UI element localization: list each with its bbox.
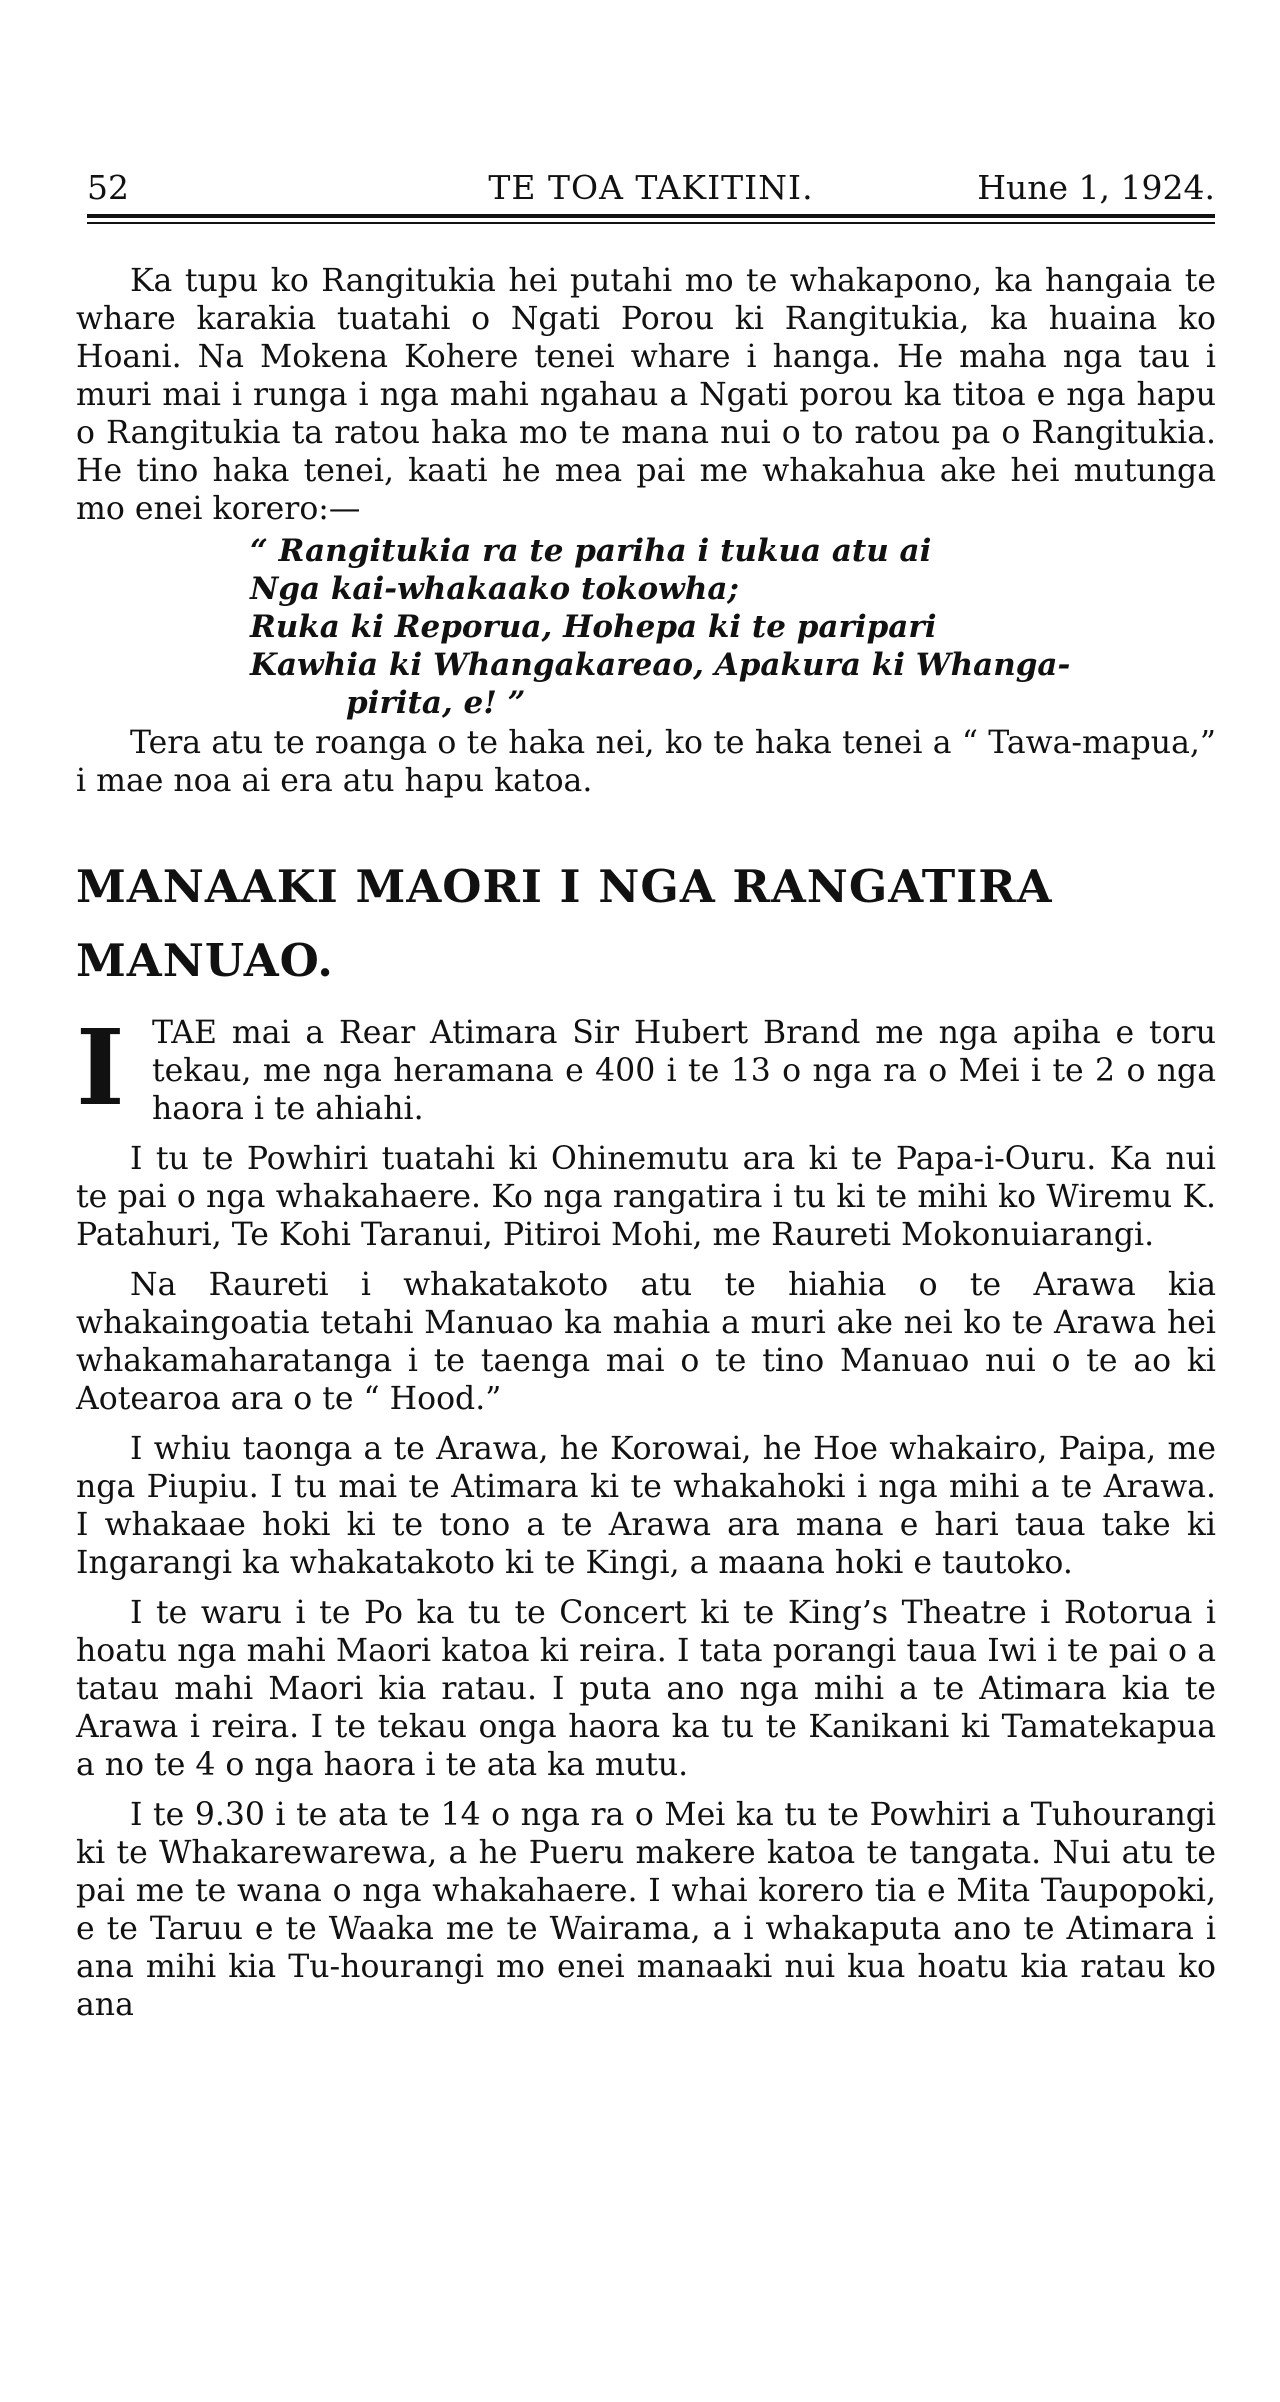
- page-number: 52: [87, 168, 129, 207]
- header-rule-thick: [87, 214, 1215, 218]
- article-headline: [76, 850, 1216, 998]
- article-lead-paragraph: [76, 1006, 1216, 1129]
- page-header: [87, 168, 1215, 212]
- article-paragraph: I te waru i te Po ka tu te Concert ki te King’s Theatre i Rotorua i hoatu nga mahi Maori katoa ki reira. I tata porangi taua Iwi i te pai o a tatau mahi Maori kia ratau. I puta ano nga mihi a te Atimara kia te Arawa i reira. I te tekau onga haora ka tu te Kanikani ki Tamatekapua a no te 4 o nga haora i te ata ka mutu.: [76, 1595, 1216, 1783]
- issue-date: Hune 1, 1924.: [977, 168, 1215, 207]
- headline-line: MANUAO.: [76, 934, 334, 987]
- verse-line: pirita, e! ”: [346, 685, 526, 721]
- intro-paragraph: Ka tupu ko Rangitukia hei putahi mo te whakapono, ka hangaia te whare karakia tuatahi o Ngati Porou ki Rangitukia, ka huaina ko Hoani. Na Mokena Kohere tenei whare i hanga. He maha nga tau i muri mai i runga i nga mahi ngahau a Ngati porou ka titoa e nga hapu o Rangitukia ta ratou haka mo te mana nui o to ratou pa o Rangitukia. He tino haka tenei, kaati he mea pai me whakahua ake hei mutunga mo enei korero:—: [76, 263, 1216, 527]
- verse-line: Kawhia ki Whangakareao, Apakura ki Whanga-: [250, 647, 1071, 683]
- verse-line: “ Rangitukia ra te pariha i tukua atu ai: [250, 533, 932, 569]
- lead-paragraph-text: TAE mai a Rear Atimara Sir Hubert Brand me nga apiha e toru tekau, me nga heramana e 400 i te 13 o nga ra o Mei i te 2 o nga haora i te ahiahi.: [152, 1015, 1216, 1127]
- header-rule-thin: [87, 222, 1215, 224]
- publication-title: TE TOA TAKITINI.: [488, 168, 814, 207]
- article-paragraph: Na Raureti i whakatakoto atu te hiahia o te Arawa kia whakaingoatia tetahi Manuao ka mahia a muri ake nei ko te Arawa hei whakamaharatanga i te taenga mai o te tino Manuao nui o te ao ki Aotearoa ara o te “ Hood.”: [76, 1267, 1216, 1417]
- after-verse-paragraph: Tera atu te roanga o te haka nei, ko te haka tenei a “ Tawa-mapua,” i mae noa ai era atu hapu katoa.: [76, 725, 1216, 799]
- article-paragraph: I te 9.30 i te ata te 14 o nga ra o Mei ka tu te Powhiri a Tuhourangi ki te Whakarewarewa, a he Pueru makere katoa te tangata. Nui atu te pai me te wana o nga whakahaere. I whai korero tia e Mita Taupopoki, e te Taruu e te Waaka me te Wairama, a i whakaputa ano te Atimara i ana mihi kia Tu-hourangi mo enei manaaki nui kua hoatu kia ratau ko ana: [76, 1797, 1216, 2023]
- verse-line: Ruka ki Reporua, Hohepa ki te paripari: [250, 609, 937, 645]
- headline-line: MANAAKI MAORI I NGA RANGATIRA: [76, 860, 1053, 913]
- drop-cap: I: [76, 1006, 125, 1129]
- haka-verse: [250, 532, 1216, 722]
- page-body: [76, 262, 1216, 2024]
- article-paragraph: I whiu taonga a te Arawa, he Korowai, he Hoe whakairo, Paipa, me nga Piupiu. I tu mai te Atimara ki te whakahoki i nga mihi a te Arawa. I whakaae hoki ki te tono a te Arawa ara mana e hari taua take ki Ingarangi ka whakatakoto ki te Kingi, a maana hoki e tautoko.: [76, 1431, 1216, 1581]
- verse-line: Nga kai-whakaako tokowha;: [250, 571, 739, 607]
- article-paragraph: I tu te Powhiri tuatahi ki Ohinemutu ara ki te Papa-i-Ouru. Ka nui te pai o nga whakahaere. Ko nga rangatira i tu ki te mihi ko Wiremu K. Patahuri, Te Kohi Taranui, Pitiroi Mohi, me Raureti Mokonuiarangi.: [76, 1141, 1216, 1253]
